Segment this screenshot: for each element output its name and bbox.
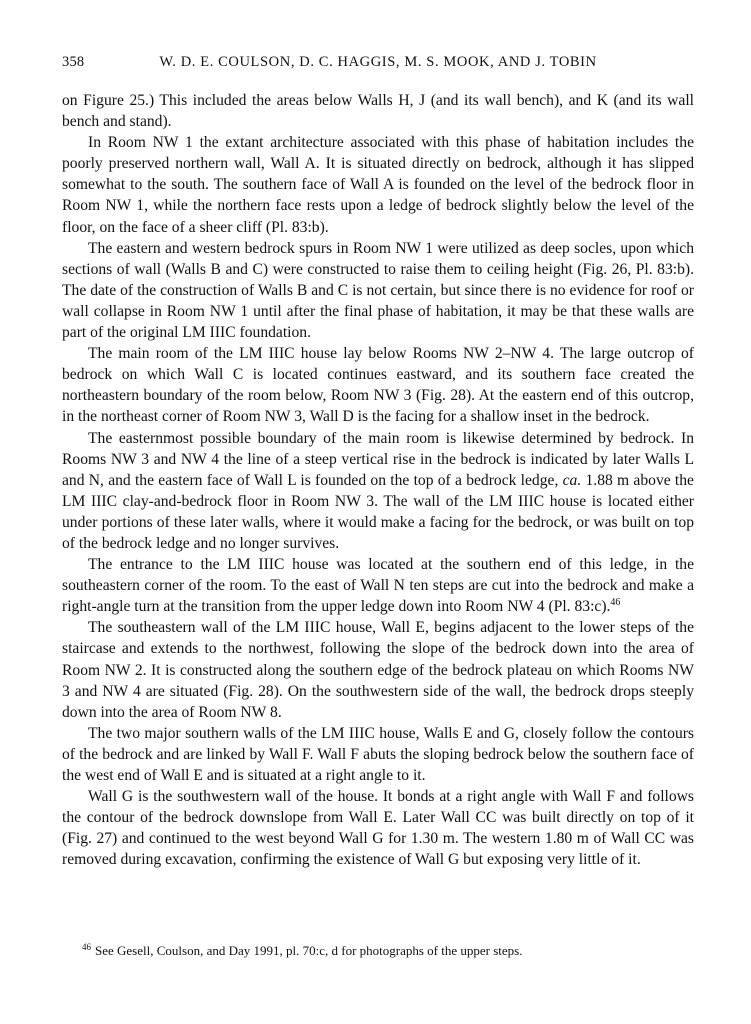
footnote	[62, 942, 714, 959]
paragraph-room-nw1: In Room NW 1 the extant architecture associated with this phase of habitation includes the poorly preserved northern wall, Wall A. It is situated directly on bedrock, although it has slipped somewhat to the south. The southern face of Wall A is founded on the level of the bedrock floor in Room NW 1, while the northern face rests upon a ledge of bedrock slightly below the level of the floor, on the face of a sheer cliff (Pl. 83:b).	[62, 134, 694, 236]
running-head: W. D. E. COULSON, D. C. HAGGIS, M. S. MOOK, AND J. TOBIN	[159, 54, 597, 70]
paragraph-entrance-text: The entrance to the LM IIIC house was located at the southern end of this ledge, in the southeastern corner of the room. To the east of Wall N ten steps are cut into the bedrock and make a right-angle turn at the transition from the upper ledge down into Room NW 4 (Pl. 83:c).	[62, 556, 694, 616]
paragraph-bedrock-spurs: The eastern and western bedrock spurs in Room NW 1 were utilized as deep socles, upon which sections of wall (Walls B and C) were constructed to raise them to ceiling height (Fig. 26, Pl. 83:b). The date of the construction of Walls B and C is not certain, but since there is no evidence for roof or wall collapse in Room NW 1 until after the final phase of habitation, it may be that these walls are part of the original LM IIIC foundation.	[62, 239, 694, 342]
paragraph-eastern-boundary	[62, 428, 694, 555]
footnote-number: 46	[82, 942, 91, 952]
paragraph-wall-g: Wall G is the southwestern wall of the house. It bonds at a right angle with Wall F and follows the contour of the bedrock downslope from Wall E. Later Wall CC was built directly on top of it (Fig. 27) and continued to the west beyond Wall G for 1.30 m. The western 1.80 m of Wall CC was removed during excavation, confirming the existence of Wall G but exposing very little of it.	[62, 788, 694, 869]
circa-abbreviation: ca.	[562, 471, 582, 489]
paragraph-continuation: on Figure 25.) This included the areas below Walls H, J (and its wall bench), and K (and its wall bench and stand).	[62, 92, 694, 131]
paragraph-eastern-boundary-part1: The easternmost possible boundary of the main room is likewise determined by bedrock. In Rooms NW 3 and NW 4 the line of a steep vertical rise in the bedrock is indicated by later Walls L and N, and the eastern face of Wall L is founded on the top of a bedrock ledge,	[62, 429, 694, 489]
body-text	[62, 90, 694, 870]
paragraph-main-room: The main room of the LM IIIC house lay below Rooms NW 2–NW 4. The large outcrop of bedrock on which Wall C is located continues eastward, and its southern face created the northeastern boundary of the room below, Room NW 3 (Fig. 28). At the eastern end of this outcrop, in the northeast corner of Room NW 3, Wall D is the facing for a shallow inset in the bedrock.	[62, 345, 694, 426]
page-number: 358	[62, 54, 85, 70]
paragraph-entrance	[62, 554, 694, 617]
page-header	[62, 54, 694, 80]
paragraph-wall-e: The southeastern wall of the LM IIIC house, Wall E, begins adjacent to the lower steps of the staircase and extends to the northwest, following the slope of the bedrock down into the area of Room NW 2. It is constructed along the southern edge of the bedrock plateau on which Rooms NW 3 and NW 4 are situated (Fig. 28). On the southwestern side of the wall, the bedrock drops steeply down into the area of Room NW 8.	[62, 619, 694, 721]
paragraph-eastern-boundary-part2: 1.88 m above the LM IIIC clay-and-bedrock floor in Room NW 3. The wall of the LM IIIC house is located either under portions of these later walls, where it would make a facing for the bedrock, or was built on top of the bedrock ledge and no longer survives.	[62, 471, 694, 552]
page	[62, 54, 694, 870]
paragraph-southern-walls: The two major southern walls of the LM IIIC house, Walls E and G, closely follow the contours of the bedrock and are linked by Wall F. Wall F abuts the sloping bedrock below the southern face of the west end of Wall E and is situated at a right angle to it.	[62, 724, 694, 784]
footnote-text: See Gesell, Coulson, and Day 1991, pl. 70:c, d for photographs of the upper steps.	[95, 943, 523, 958]
footnote-reference: 46	[610, 597, 621, 609]
